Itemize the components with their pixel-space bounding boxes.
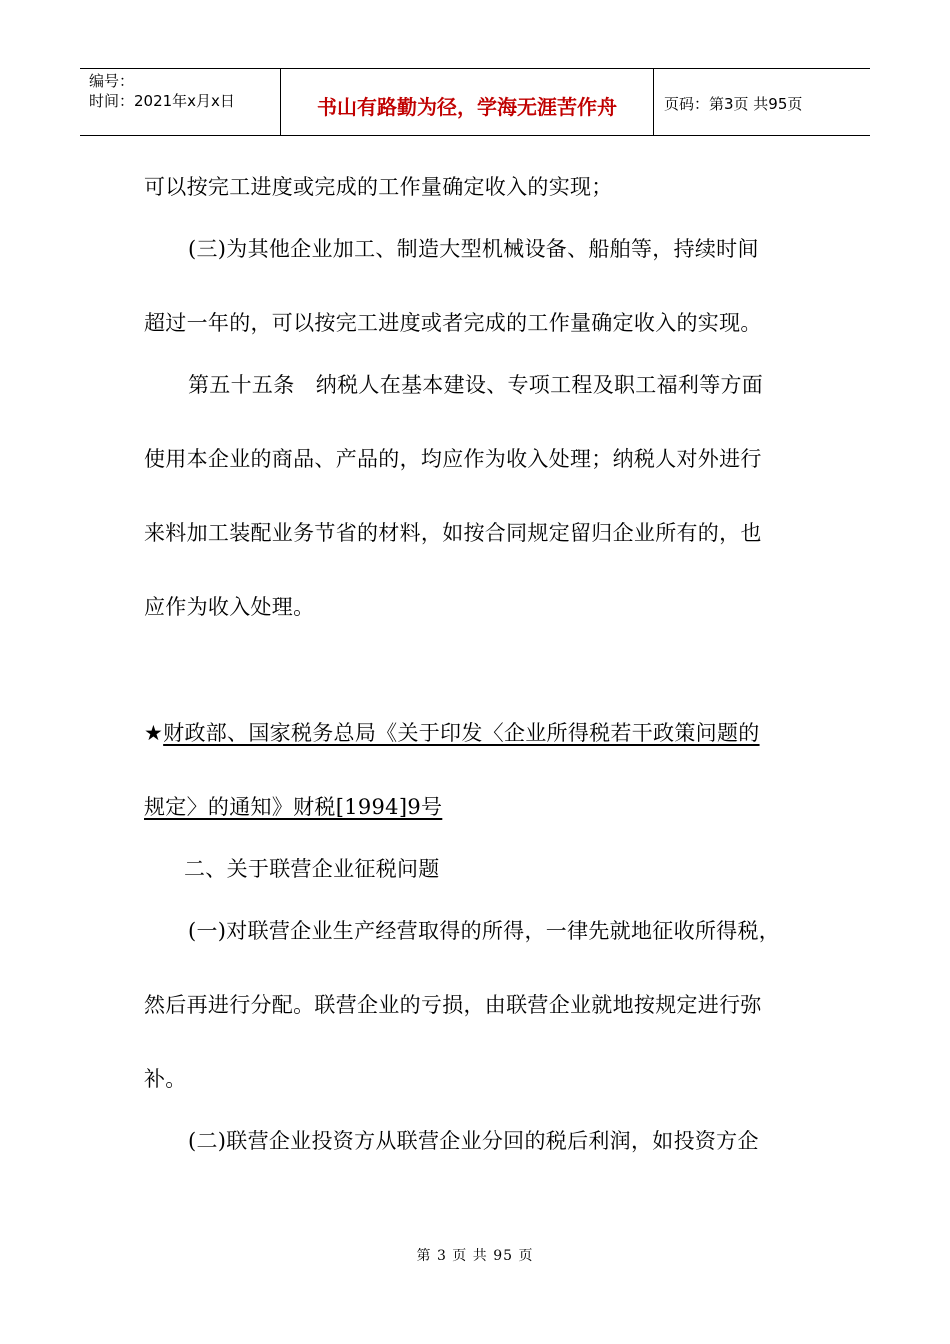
header-page-info: 页码：第3页 共95页 xyxy=(664,94,803,113)
paragraph-line: 来料加工装配业务节省的材料，如按合同规定留归企业所有的，也 xyxy=(144,521,762,545)
paragraph-line: 然后再进行分配。联营企业的亏损，由联营企业就地按规定进行弥 xyxy=(144,993,762,1017)
page-footer: 第 3 页 共 95 页 xyxy=(416,1248,534,1264)
notice-title-part2: 规定〉的通知》财税[1994]9号 xyxy=(144,795,443,819)
section-heading: 二、关于联营企业征税问题 xyxy=(184,857,440,881)
paragraph-line: 超过一年的，可以按完工进度或者完成的工作量确定收入的实现。 xyxy=(144,311,762,335)
header-meta-cell xyxy=(80,69,281,135)
document-header xyxy=(80,68,870,136)
header-motto: 书山有路勤为径，学海无涯苦作舟 xyxy=(317,94,617,119)
paragraph-line: (三)为其他企业加工、制造大型机械设备、船舶等，持续时间 xyxy=(188,237,759,261)
notice-title-part1: 财政部、国家税务总局《关于印发〈企业所得税若干政策问题的 xyxy=(163,721,760,745)
paragraph-line: (一)对联营企业生产经营取得的所得，一律先就地征收所得税， xyxy=(188,919,781,943)
paragraph-line: 第五十五条 纳税人在基本建设、专项工程及职工福利等方面 xyxy=(188,373,764,397)
notice-reference-line xyxy=(144,718,760,748)
header-page-cell xyxy=(654,69,870,135)
paragraph-line: (二)联营企业投资方从联营企业分回的税后利润，如投资方企 xyxy=(188,1129,759,1153)
paragraph-line: 应作为收入处理。 xyxy=(144,595,315,619)
paragraph-line: 使用本企业的商品、产品的，均应作为收入处理；纳税人对外进行 xyxy=(144,447,762,471)
number-label: 编号： xyxy=(89,72,135,90)
paragraph-line: 补。 xyxy=(144,1067,187,1091)
date-label: 时间：2021年x月x日 xyxy=(89,92,235,110)
star-icon: ★ xyxy=(144,721,164,745)
paragraph-line: 可以按完工进度或完成的工作量确定收入的实现； xyxy=(144,175,613,199)
header-motto-cell xyxy=(281,69,654,135)
